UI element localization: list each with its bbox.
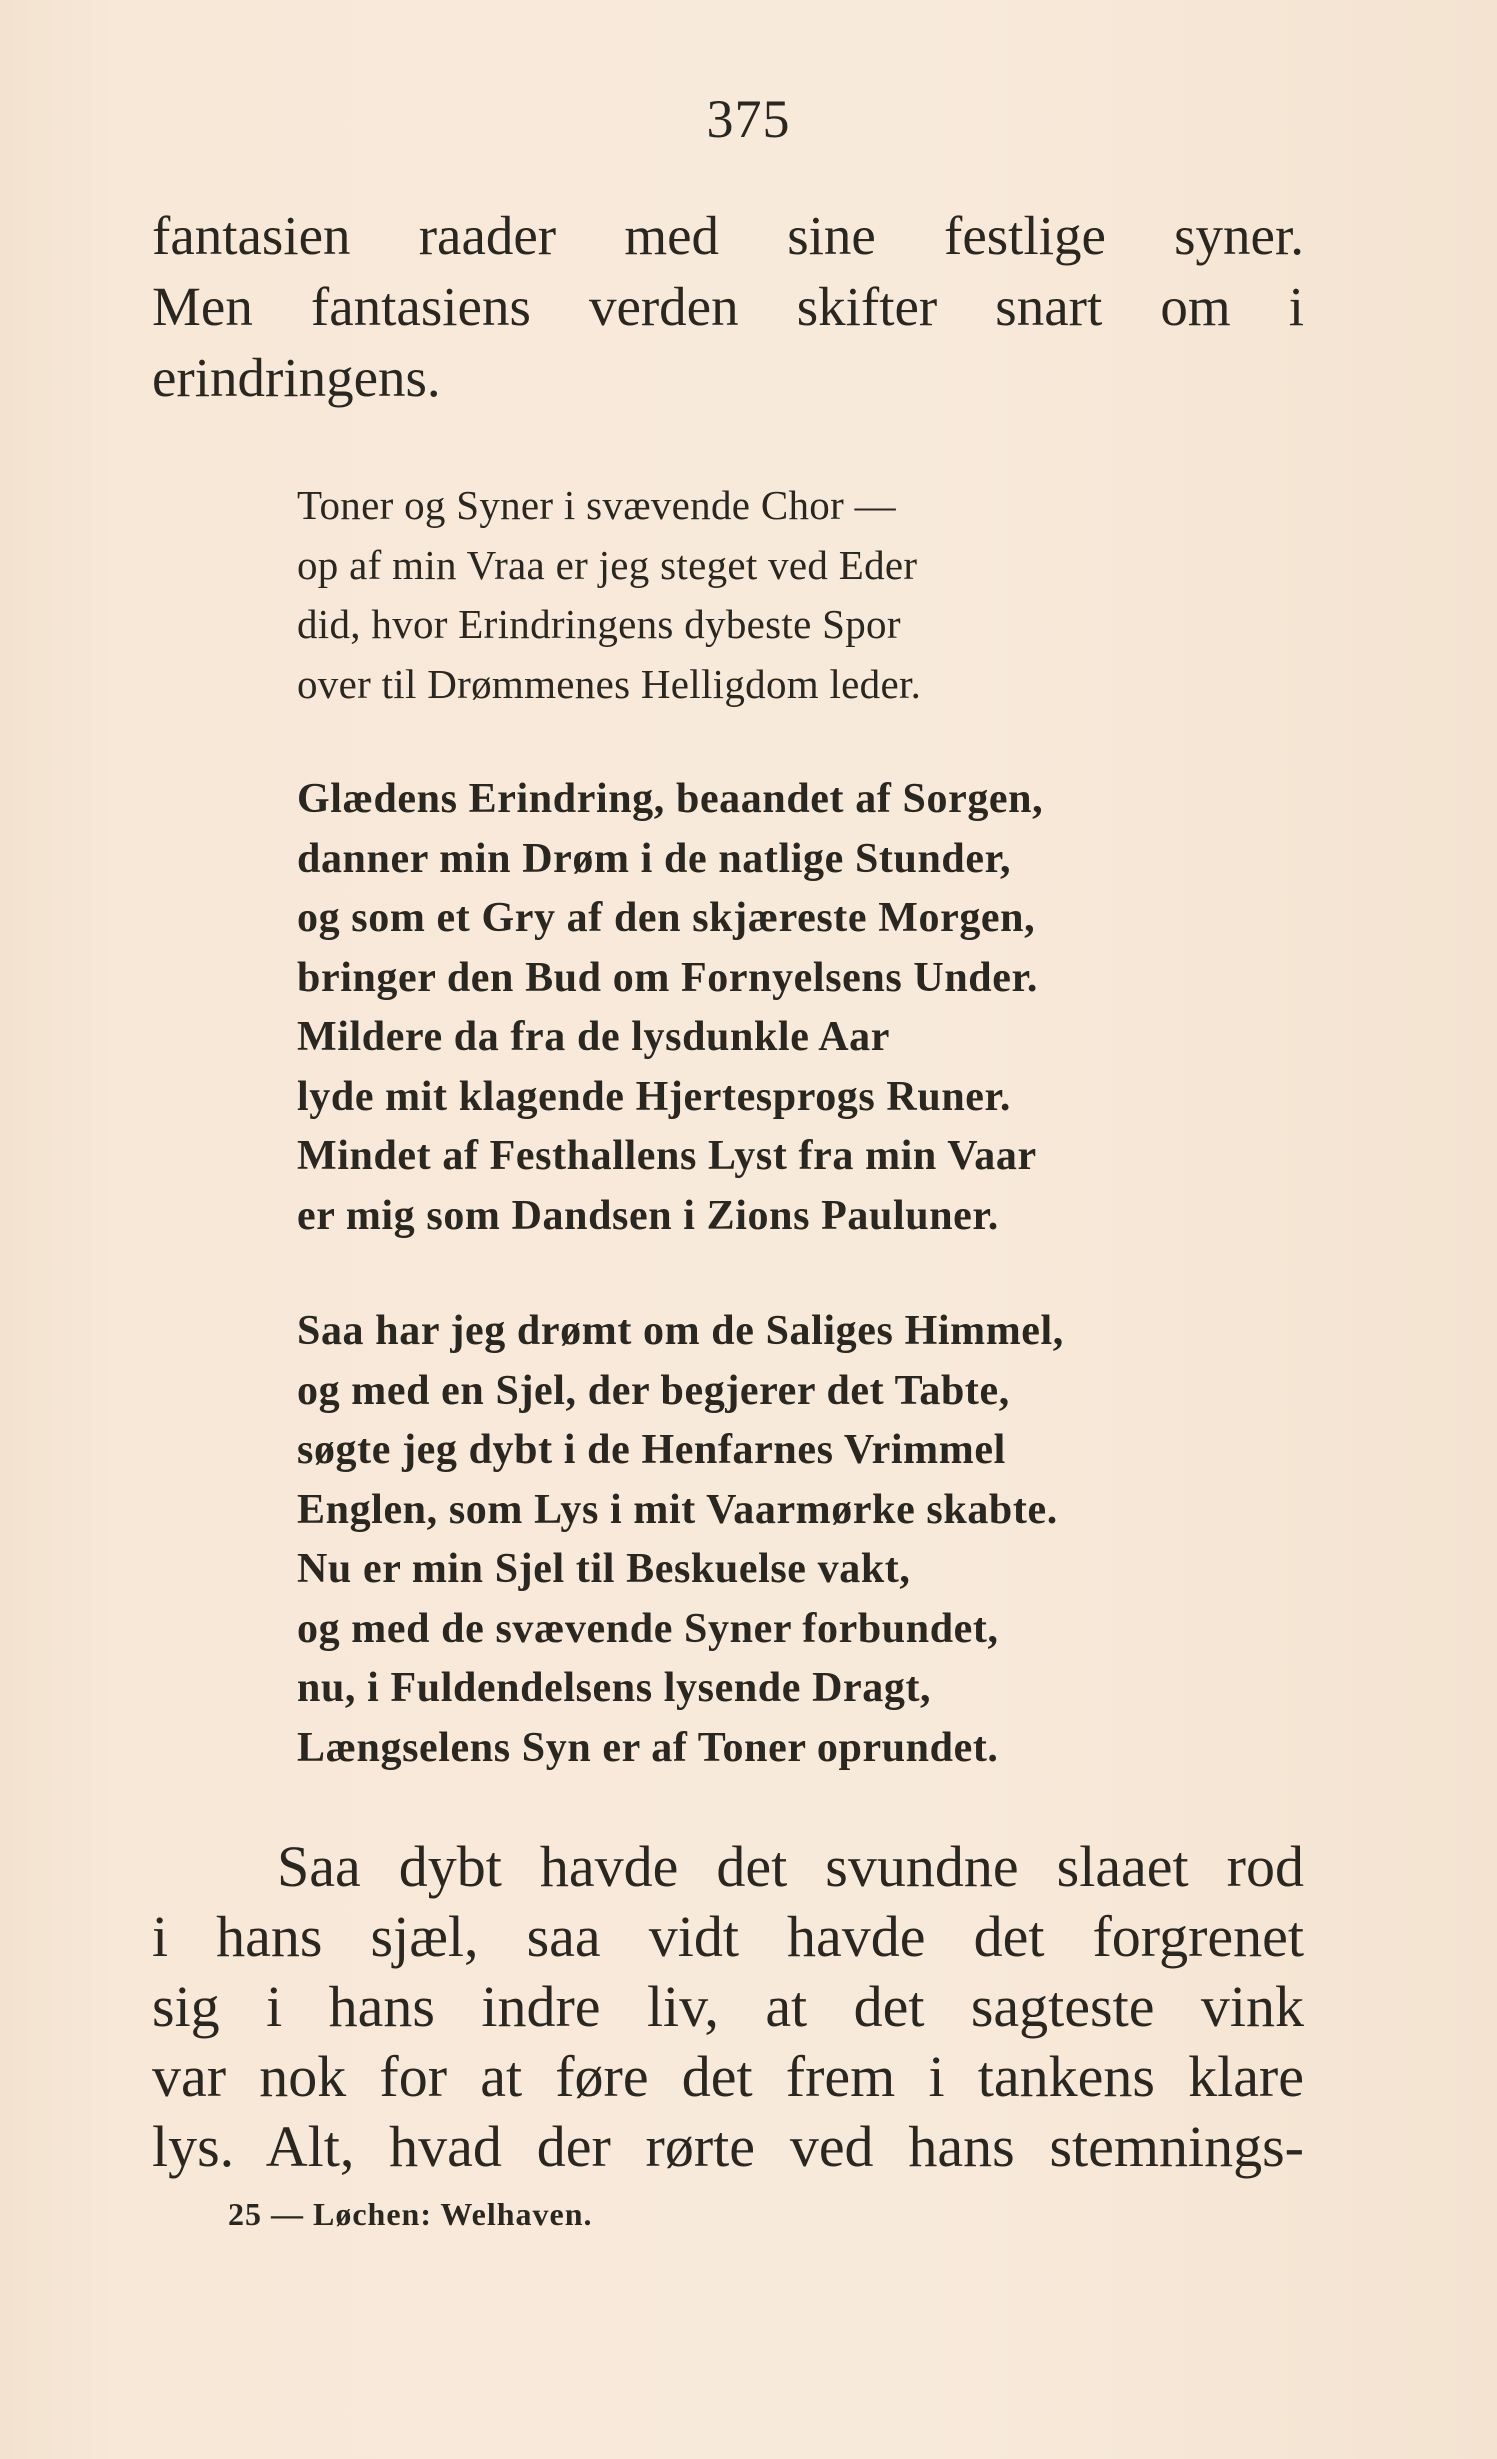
poem-stanza-1 xyxy=(297,476,921,714)
prose-line: erindringens. xyxy=(152,347,441,408)
verse-line: og med en Sjel, der begjerer det Tabte, xyxy=(297,1367,1010,1414)
page-number: 375 xyxy=(706,89,791,149)
prose-line: Saa dybt havde det svundne slaaet rod xyxy=(277,1834,1304,1899)
verse-line: Englen, som Lys i mit Vaarmørke skabte. xyxy=(297,1486,1058,1533)
verse-line: og med de svævende Syner forbundet, xyxy=(297,1605,999,1652)
verse-line: Mindet af Festhallens Lyst fra min Vaar xyxy=(297,1133,1037,1179)
prose-line: i hans sjæl, saa vidt havde det forgrenet xyxy=(152,1904,1304,1969)
prose-line: lys. Alt, hvad der rørte ved hans stemnings- xyxy=(152,2114,1304,2179)
prose-paragraph-top xyxy=(152,200,1304,413)
prose-line: sig i hans indre liv, at det sagteste vink xyxy=(152,1974,1304,2039)
verse-line: og som et Gry af den skjæreste Morgen, xyxy=(297,895,1036,941)
prose-paragraph-bottom xyxy=(152,1832,1304,2182)
verse-line: er mig som Dandsen i Zions Pauluner. xyxy=(297,1192,999,1239)
prose-line: var nok for at føre det frem i tankens klare xyxy=(152,2044,1304,2109)
verse-line: bringer den Bud om Fornyelsens Under. xyxy=(297,954,1038,1001)
verse-line: nu, i Fuldendelsens lysende Dragt, xyxy=(297,1665,932,1711)
verse-line: lyde mit klagende Hjertesprogs Runer. xyxy=(297,1073,1012,1120)
verse-line: Glædens Erindring, beaandet af Sorgen, xyxy=(297,776,1044,822)
verse-line: søgte jeg dybt i de Henfarnes Vrimmel xyxy=(297,1427,1006,1473)
footer-signature-mark: 25 — Løchen: Welhaven. xyxy=(228,2196,593,2232)
verse-line: Saa har jeg drømt om de Saliges Himmel, xyxy=(297,1308,1064,1354)
verse-line: over til Drømmenes Helligdom leder. xyxy=(297,660,922,707)
verse-line: op af min Vraa er jeg steget ved Eder xyxy=(297,541,918,588)
verse-line: did, hvor Erindringens dybeste Spor xyxy=(297,601,901,647)
poem-stanza-2 xyxy=(297,770,1043,1246)
verse-line: danner min Drøm i de natlige Stunder, xyxy=(297,835,1012,882)
verse-line: Toner og Syner i svævende Chor — xyxy=(297,482,896,528)
prose-line: fantasien raader med sine festlige syner. xyxy=(152,205,1304,266)
verse-line: Nu er min Sjel til Beskuelse vakt, xyxy=(297,1546,911,1592)
poem-stanza-3 xyxy=(297,1302,1064,1778)
verse-line: Mildere da fra de lysdunkle Aar xyxy=(297,1014,891,1060)
prose-line: Men fantasiens verden skifter snart om i xyxy=(152,276,1304,337)
verse-line: Længselens Syn er af Toner oprundet. xyxy=(297,1724,999,1771)
